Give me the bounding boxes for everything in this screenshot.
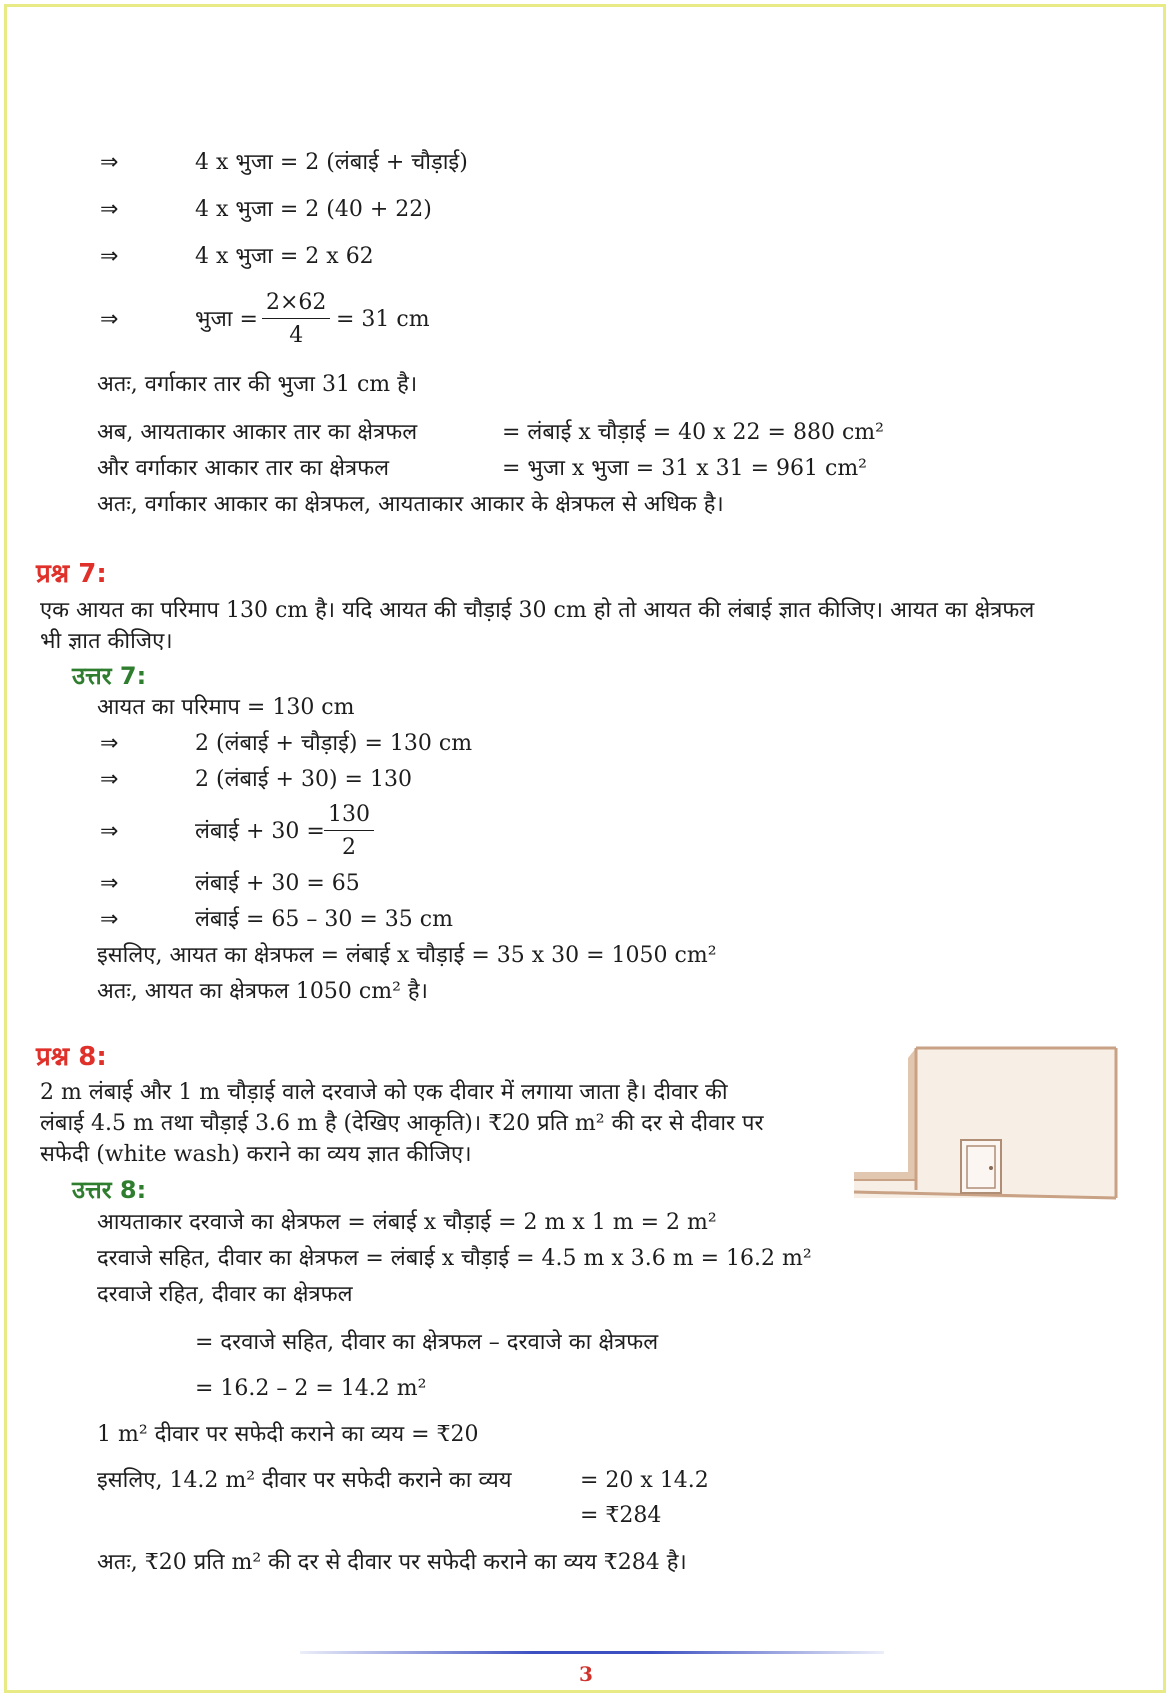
- solution-line: दरवाजे सहित, दीवार का क्षेत्रफल = लंबाई x चौड़ाई = 4.5 m x 3.6 m = 16.2 m²: [97, 1246, 812, 1271]
- equation-line: 4 x भुजा = 2 (40 + 22): [195, 197, 432, 222]
- question-text: एक आयत का परिमाप 130 cm है। यदि आयत की चौड़ाई 30 cm हो तो आयत की लंबाई ज्ञात कीजिए। आयत का क्षेत्रफल: [40, 598, 1035, 623]
- conclusion-line: अतः, वर्गाकार आकार का क्षेत्रफल, आयताकार आकार के क्षेत्रफल से अधिक है।: [97, 492, 724, 517]
- fraction: [324, 802, 374, 861]
- implies-arrow: ⇒: [100, 819, 119, 844]
- rect-area-value: = लंबाई x चौड़ाई = 40 x 22 = 880 cm²: [502, 420, 884, 445]
- equation-lhs: भुजा =: [195, 307, 258, 332]
- implies-arrow: ⇒: [100, 907, 119, 932]
- wall-with-door-figure: [846, 1040, 1126, 1205]
- solution-line: लंबाई + 30 = 65: [195, 871, 360, 896]
- question-text: सफेदी (white wash) कराने का व्यय ज्ञात कीजिए।: [40, 1142, 472, 1167]
- question-heading: प्रश्न 7:: [36, 559, 107, 589]
- equation-line: 4 x भुजा = 2 (लंबाई + चौड़ाई): [195, 150, 468, 175]
- solution-line: दरवाजे रहित, दीवार का क्षेत्रफल: [97, 1282, 353, 1307]
- question-text: लंबाई 4.5 m तथा चौड़ाई 3.6 m है (देखिए आकृति)। ₹20 प्रति m² की दर से दीवार पर: [40, 1111, 764, 1136]
- equation-rhs: = 31 cm: [336, 307, 430, 332]
- implies-arrow: ⇒: [100, 731, 119, 756]
- answer-heading: उत्तर 8:: [72, 1176, 147, 1204]
- question-heading: प्रश्न 8:: [36, 1042, 107, 1072]
- solution-line: इसलिए, आयत का क्षेत्रफल = लंबाई x चौड़ाई = 35 x 30 = 1050 cm²: [97, 943, 717, 968]
- solution-line: 2 (लंबाई + 30) = 130: [195, 767, 412, 792]
- solution-line: लंबाई = 65 – 30 = 35 cm: [195, 907, 453, 932]
- implies-arrow: ⇒: [100, 307, 119, 332]
- fraction-numerator: 2×62: [262, 290, 330, 319]
- solution-line: 2 (लंबाई + चौड़ाई) = 130 cm: [195, 731, 473, 756]
- implies-arrow: ⇒: [100, 197, 119, 222]
- square-area-label: और वर्गाकार आकार तार का क्षेत्रफल: [97, 456, 390, 481]
- solution-line: इसलिए, 14.2 m² दीवार पर सफेदी कराने का व्यय: [97, 1468, 512, 1493]
- equation-lhs: लंबाई + 30 =: [195, 819, 325, 844]
- rect-area-label: अब, आयताकार आकार तार का क्षेत्रफल: [97, 420, 418, 445]
- page-number: 3: [579, 1662, 593, 1686]
- equation-line: 4 x भुजा = 2 x 62: [195, 244, 374, 269]
- footer-divider: [300, 1651, 884, 1654]
- conclusion-line: अतः, ₹20 प्रति m² की दर से दीवार पर सफेदी कराने का व्यय ₹284 है।: [97, 1550, 687, 1575]
- fraction-denominator: 2: [342, 835, 356, 860]
- implies-arrow: ⇒: [100, 871, 119, 896]
- solution-line: = 16.2 – 2 = 14.2 m²: [195, 1376, 427, 1401]
- fraction: [262, 290, 330, 349]
- question-text: 2 m लंबाई और 1 m चौड़ाई वाले दरवाजे को एक दीवार में लगाया जाता है। दीवार की: [40, 1080, 728, 1105]
- implies-arrow: ⇒: [100, 244, 119, 269]
- question-text: भी ज्ञात कीजिए।: [40, 629, 173, 654]
- implies-arrow: ⇒: [100, 767, 119, 792]
- fraction-denominator: 4: [289, 323, 304, 348]
- solution-line: = दरवाजे सहित, दीवार का क्षेत्रफल – दरवाजे का क्षेत्रफल: [195, 1330, 659, 1355]
- square-area-value: = भुजा x भुजा = 31 x 31 = 961 cm²: [502, 456, 868, 481]
- solution-line: आयताकार दरवाजे का क्षेत्रफल = लंबाई x चौड़ाई = 2 m x 1 m = 2 m²: [97, 1210, 717, 1235]
- solution-line: 1 m² दीवार पर सफेदी कराने का व्यय = ₹20: [97, 1422, 479, 1447]
- solution-value: = 20 x 14.2: [580, 1468, 709, 1493]
- conclusion-line: अतः, वर्गाकार तार की भुजा 31 cm है।: [97, 372, 418, 397]
- implies-arrow: ⇒: [100, 150, 119, 175]
- solution-line: आयत का परिमाप = 130 cm: [97, 695, 355, 720]
- answer-heading: उत्तर 7:: [72, 662, 147, 690]
- solution-value: = ₹284: [580, 1503, 662, 1528]
- fraction-numerator: 130: [324, 802, 374, 831]
- conclusion-line: अतः, आयत का क्षेत्रफल 1050 cm² है।: [97, 979, 428, 1004]
